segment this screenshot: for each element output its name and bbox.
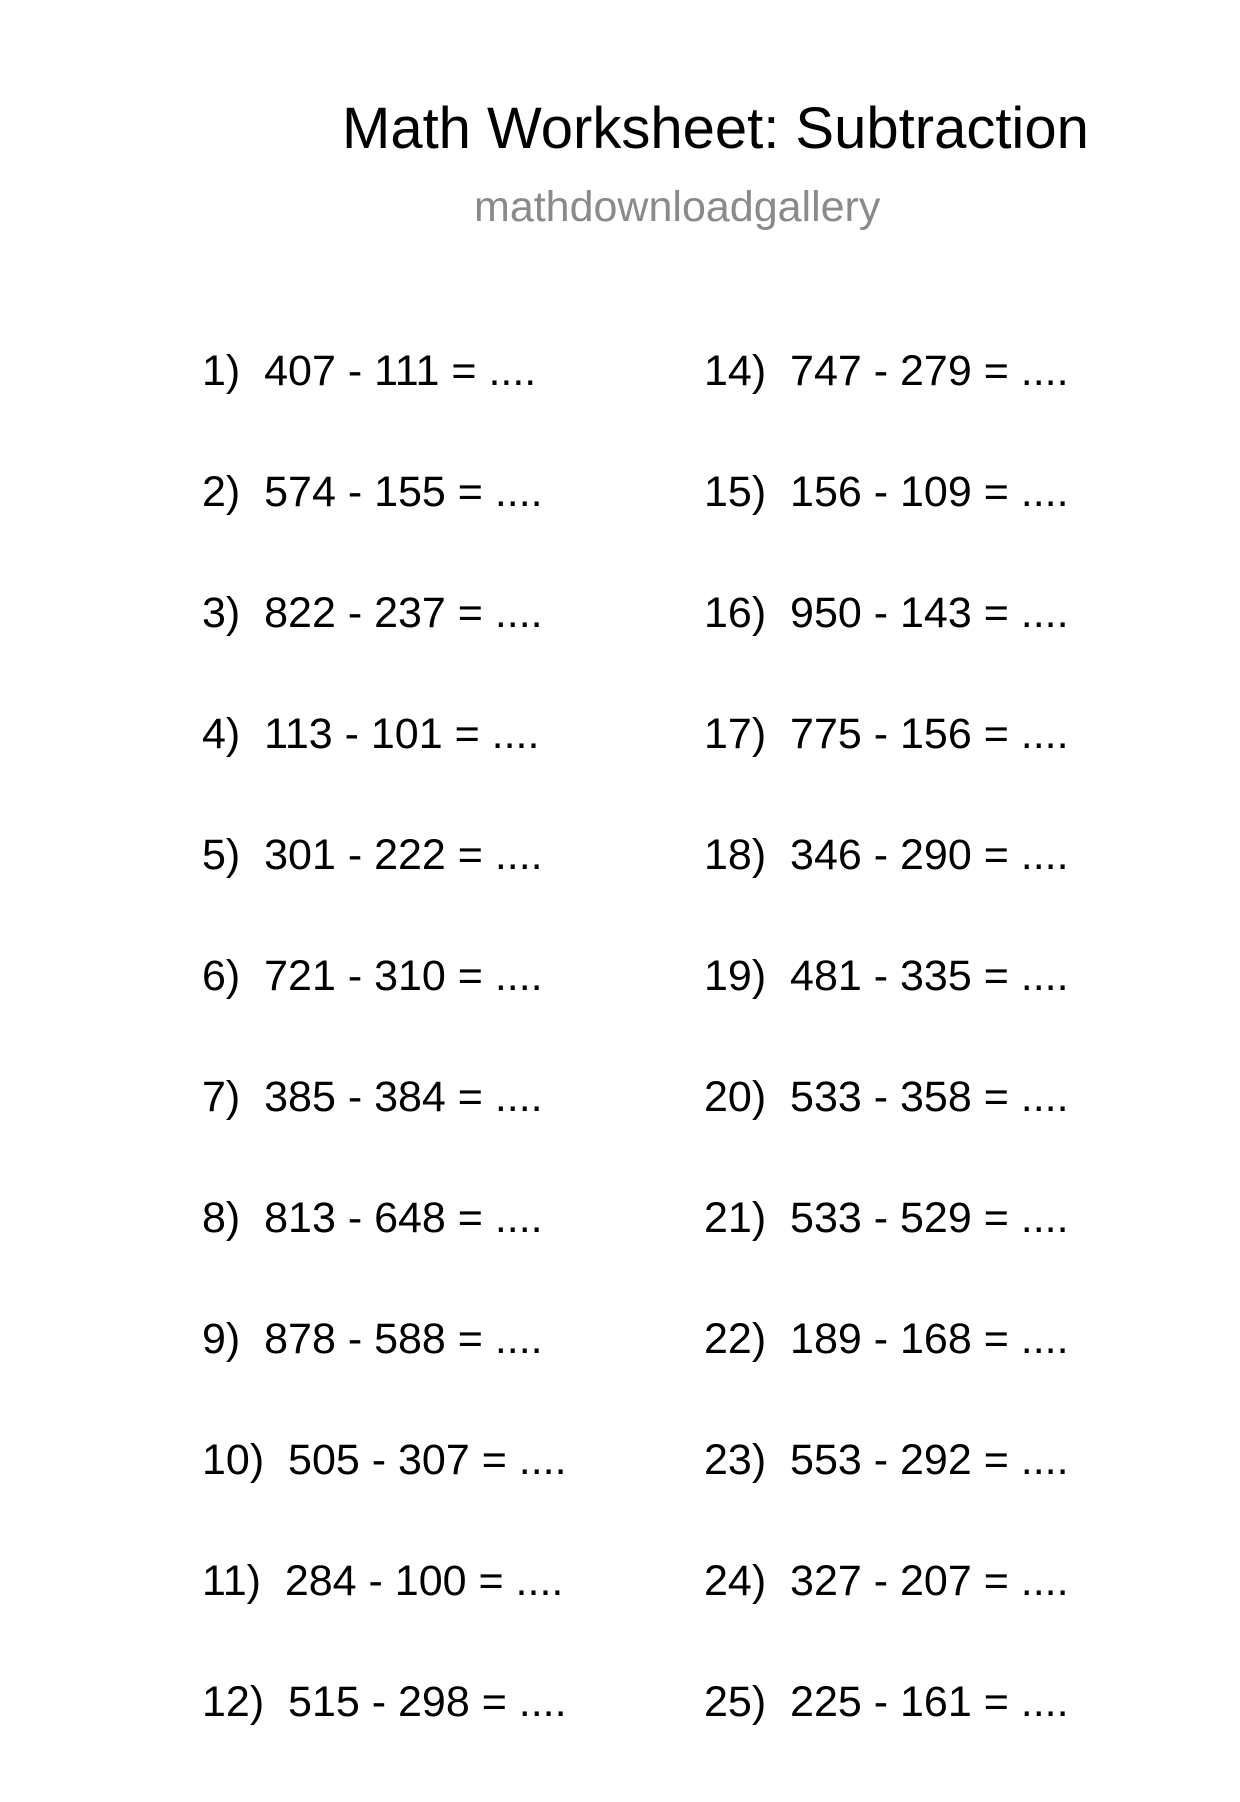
problem-item: 9) 878 - 588 = .... [202, 1315, 543, 1363]
problem-item: 23) 553 - 292 = .... [704, 1436, 1069, 1484]
problem-item: 20) 533 - 358 = .... [704, 1073, 1069, 1121]
problem-item: 21) 533 - 529 = .... [704, 1194, 1069, 1242]
problem-item: 1) 407 - 111 = .... [202, 347, 537, 395]
problem-item: 4) 113 - 101 = .... [202, 710, 540, 758]
problem-item: 18) 346 - 290 = .... [704, 831, 1069, 879]
problem-column-right [704, 347, 1069, 1802]
problem-column-left [202, 347, 567, 1802]
problem-item: 22) 189 - 168 = .... [704, 1315, 1069, 1363]
problem-item: 17) 775 - 156 = .... [704, 710, 1069, 758]
problem-item: 10) 505 - 307 = .... [202, 1436, 567, 1484]
problem-item: 16) 950 - 143 = .... [704, 589, 1069, 637]
problem-item: 2) 574 - 155 = .... [202, 468, 543, 516]
problem-item: 12) 515 - 298 = .... [202, 1678, 567, 1726]
problem-item: 3) 822 - 237 = .... [202, 589, 543, 637]
problem-item: 15) 156 - 109 = .... [704, 468, 1069, 516]
problem-item: 19) 481 - 335 = .... [704, 952, 1069, 1000]
worksheet-title: Math Worksheet: Subtraction [342, 96, 1089, 161]
problem-item: 8) 813 - 648 = .... [202, 1194, 543, 1242]
worksheet-subtitle: mathdownloadgallery [474, 183, 881, 231]
problem-item: 24) 327 - 207 = .... [704, 1557, 1069, 1605]
problem-item: 25) 225 - 161 = .... [704, 1678, 1069, 1726]
problem-item: 7) 385 - 384 = .... [202, 1073, 543, 1121]
problem-item: 14) 747 - 279 = .... [704, 347, 1069, 395]
problem-item: 6) 721 - 310 = .... [202, 952, 543, 1000]
problem-item: 5) 301 - 222 = .... [202, 831, 543, 879]
problem-item: 11) 284 - 100 = .... [202, 1557, 564, 1605]
